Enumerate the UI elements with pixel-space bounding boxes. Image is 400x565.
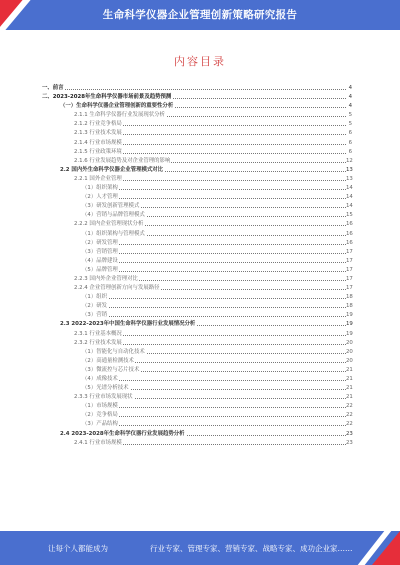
toc-entry[interactable] — [42, 129, 352, 138]
toc-entry-label: 2.3 2022-2023年中国生命科学仪器行业发展情况分析 — [60, 320, 196, 329]
toc-entry-label: （4）品牌建设 — [82, 257, 119, 266]
toc-entry[interactable] — [42, 339, 352, 348]
footer-red-accent — [372, 531, 400, 565]
toc-entry-label: 2.2 国内外生命科学仪器企业管理模式对比 — [60, 166, 164, 175]
toc-entry-label: 2.1.1 生命科学仪器行业发展现状分析 — [74, 111, 166, 120]
toc-page-number: 6 — [348, 139, 352, 146]
toc-page-number: 22 — [346, 421, 353, 428]
toc-entry[interactable] — [42, 84, 352, 93]
toc-entry[interactable] — [42, 266, 352, 275]
toc-page-number: 22 — [346, 403, 353, 410]
toc-entry[interactable] — [42, 120, 352, 129]
toc-page-number: 4 — [348, 85, 352, 91]
toc-page-number: 5 — [348, 112, 352, 119]
page-footer — [0, 531, 400, 565]
toc-entry[interactable] — [42, 311, 352, 320]
toc-entry[interactable] — [42, 193, 352, 202]
toc-page-number: 15 — [346, 212, 353, 219]
toc-entry-label: （4）营销与品牌管理模式 — [82, 211, 146, 220]
toc-page-number: 20 — [346, 357, 353, 364]
toc-page-number: 16 — [346, 221, 353, 228]
toc-entry[interactable] — [42, 248, 352, 257]
toc-leader-dots — [82, 298, 346, 299]
toc-page-number: 14 — [346, 194, 353, 201]
toc-entry-label: （5）品牌管理 — [82, 266, 119, 275]
toc-entry-label: （3）产品结构 — [82, 420, 119, 429]
toc-page-number: 19 — [346, 321, 353, 328]
toc-page-number: 16 — [346, 230, 353, 237]
toc-entry-label: 2.3.3 行业市场发展现状 — [74, 393, 134, 402]
toc-entry[interactable] — [42, 220, 352, 229]
toc-page-number: 4 — [348, 103, 352, 110]
footer-slogan-left: 让每个人都能成为 — [48, 544, 108, 553]
toc-leader-dots — [82, 253, 346, 254]
toc-entry[interactable] — [42, 348, 352, 357]
toc-entry-label: （3）营销管理 — [82, 248, 119, 257]
toc-entry-label: （1）组织架构与管理模式 — [82, 230, 146, 239]
toc-entry-label: （3）微流控与芯片技术 — [82, 366, 140, 375]
toc-entry-label: （2）高通量检测技术 — [82, 357, 135, 366]
toc-entry[interactable] — [42, 293, 352, 302]
toc-page-number: 21 — [346, 366, 353, 373]
toc-entry-label: （2）研发管理 — [82, 239, 119, 248]
toc-leader-dots — [82, 425, 346, 426]
toc-entry[interactable] — [42, 166, 352, 175]
toc-page-number: 21 — [346, 394, 353, 401]
toc-page-number: 23 — [346, 430, 353, 437]
toc-entry[interactable] — [42, 175, 352, 184]
toc-entry[interactable] — [42, 366, 352, 375]
toc-page-number: 21 — [346, 385, 353, 392]
toc-page-number: 17 — [346, 285, 353, 292]
toc-entry[interactable] — [42, 375, 352, 384]
toc-page-number: 5 — [348, 121, 352, 128]
toc-entry[interactable] — [42, 184, 352, 193]
toc-entry[interactable] — [42, 211, 352, 220]
toc-entry-label: （5）光谱分析技术 — [82, 384, 130, 393]
toc-entry[interactable] — [42, 111, 352, 120]
toc-leader-dots — [82, 407, 346, 408]
toc-entry[interactable] — [42, 439, 352, 448]
toc-page-number: 20 — [346, 339, 353, 346]
toc-page-number: 14 — [346, 203, 353, 210]
toc-entry-label: （1）智能化与自动化技术 — [82, 348, 146, 357]
toc-entry[interactable] — [42, 139, 352, 148]
toc-leader-dots — [82, 244, 346, 245]
toc-entry[interactable] — [42, 420, 352, 429]
toc-entry[interactable] — [42, 157, 352, 166]
toc-entry-label: （2）研发 — [82, 302, 108, 311]
toc-entry-label: （一）生命科学仪器企业管理创新的重要性分析 — [60, 102, 174, 111]
toc-entry-label: 2.4.1 行业市场规模 — [74, 439, 123, 448]
toc-page-number: 19 — [346, 312, 353, 319]
toc-entry-label: 2.2.4 企业管理创新方向与发展路径 — [74, 284, 161, 293]
toc-entry-label: 2.3.2 行业技术发展 — [74, 339, 123, 348]
toc-entry-label: 2.1.3 行业技术发展 — [74, 129, 123, 138]
toc-leader-dots — [82, 262, 346, 263]
toc-entry[interactable] — [42, 148, 352, 157]
toc-leader-dots — [42, 89, 346, 90]
toc-entry[interactable] — [42, 302, 352, 311]
toc-entry-label: 2.2.3 国内外企业管理对比 — [74, 275, 139, 284]
toc-entry-label: 2.1.4 行业市场规模 — [74, 139, 123, 148]
toc-entry-label: 2.2.1 国外企业管理 — [74, 175, 123, 184]
toc-leader-dots — [82, 198, 346, 199]
toc-entry[interactable] — [42, 393, 352, 402]
toc-page-number: 17 — [346, 248, 353, 255]
toc-entry-label: （3）研发创新管理模式 — [82, 202, 140, 211]
toc-entry[interactable] — [42, 239, 352, 248]
toc-page-number: 18 — [346, 294, 353, 301]
toc-page-number: 16 — [346, 239, 353, 246]
toc-page-number: 21 — [346, 376, 353, 382]
toc-entry-label: （1）市场规模 — [82, 402, 119, 411]
toc-entry[interactable] — [42, 275, 352, 284]
toc-entry[interactable] — [42, 330, 352, 339]
toc-entry[interactable] — [42, 402, 352, 411]
toc-entry-label: 2.1.6 行业发展趋势及对企业管理的影响 — [74, 157, 171, 166]
toc-entry-label: 2.1.5 行业政策环境 — [74, 148, 123, 157]
toc-heading: 内容目录 — [174, 55, 226, 68]
toc-entry-label: （1）组织 — [82, 293, 108, 302]
toc-entry-label: 二、2023-2028年生命科学仪器市场前景及趋势预测 — [42, 93, 172, 102]
toc-page-number: 18 — [346, 303, 353, 310]
toc-leader-dots — [82, 316, 346, 317]
toc-page-number: 17 — [346, 266, 353, 273]
toc-leader-dots — [82, 271, 346, 272]
toc-page-number: 23 — [346, 439, 353, 446]
toc-entry[interactable] — [42, 257, 352, 266]
toc-page-number: 17 — [346, 257, 353, 264]
toc-page-number: 4 — [348, 94, 352, 101]
toc-entry-label: （2）竞争格局 — [82, 411, 119, 420]
toc-entry[interactable] — [42, 357, 352, 366]
toc-entry[interactable] — [42, 93, 352, 102]
toc-page-number: 22 — [346, 412, 353, 419]
toc-entry[interactable] — [42, 230, 352, 239]
toc-page-number: 20 — [346, 348, 353, 355]
toc-entry-label: 2.4 2023-2028年生命科学仪器行业发展趋势分析 — [60, 430, 186, 439]
toc-entry[interactable] — [42, 284, 352, 293]
toc-leader-dots — [82, 307, 346, 308]
toc-entry-label: （2）人才管理 — [82, 193, 119, 202]
toc-entry-label: 一、前言 — [42, 84, 65, 93]
toc-entry-label: （3）营销 — [82, 311, 108, 320]
toc-page-number: 13 — [346, 166, 353, 173]
toc-page-number: 6 — [348, 130, 352, 137]
toc-entry-label: （4）成像技术 — [82, 375, 119, 384]
toc-entry[interactable] — [42, 384, 352, 393]
toc-entry-label: 2.3.1 行业基本概况 — [74, 330, 123, 339]
toc-leader-dots — [82, 416, 346, 417]
toc-page-number: 6 — [348, 148, 352, 155]
footer-slogan-right: 行业专家、管理专家、营销专家、战略专家、成功企业家…… — [150, 544, 353, 553]
toc-leader-dots — [82, 189, 346, 190]
toc-page-number: 12 — [346, 157, 353, 164]
report-title: 生命科学仪器企业管理创新策略研究报告 — [102, 9, 298, 21]
toc-entry[interactable] — [42, 320, 352, 329]
toc-leader-dots — [82, 380, 346, 381]
toc-entry[interactable] — [42, 102, 352, 111]
table-of-contents — [42, 84, 352, 448]
toc-entry[interactable] — [42, 202, 352, 211]
toc-entry-label: 2.2.2 国内企业管理现状分析 — [74, 220, 144, 229]
toc-entry[interactable] — [42, 430, 352, 439]
toc-page-number: 17 — [346, 275, 353, 282]
page-header — [0, 0, 400, 30]
toc-entry-label: （1）组织架构 — [82, 184, 119, 193]
toc-entry[interactable] — [42, 411, 352, 420]
toc-page-number: 13 — [346, 175, 353, 182]
toc-page-number: 14 — [346, 185, 353, 192]
toc-page-number: 19 — [346, 330, 353, 337]
toc-entry-label: 2.1.2 行业竞争格局 — [74, 120, 123, 129]
